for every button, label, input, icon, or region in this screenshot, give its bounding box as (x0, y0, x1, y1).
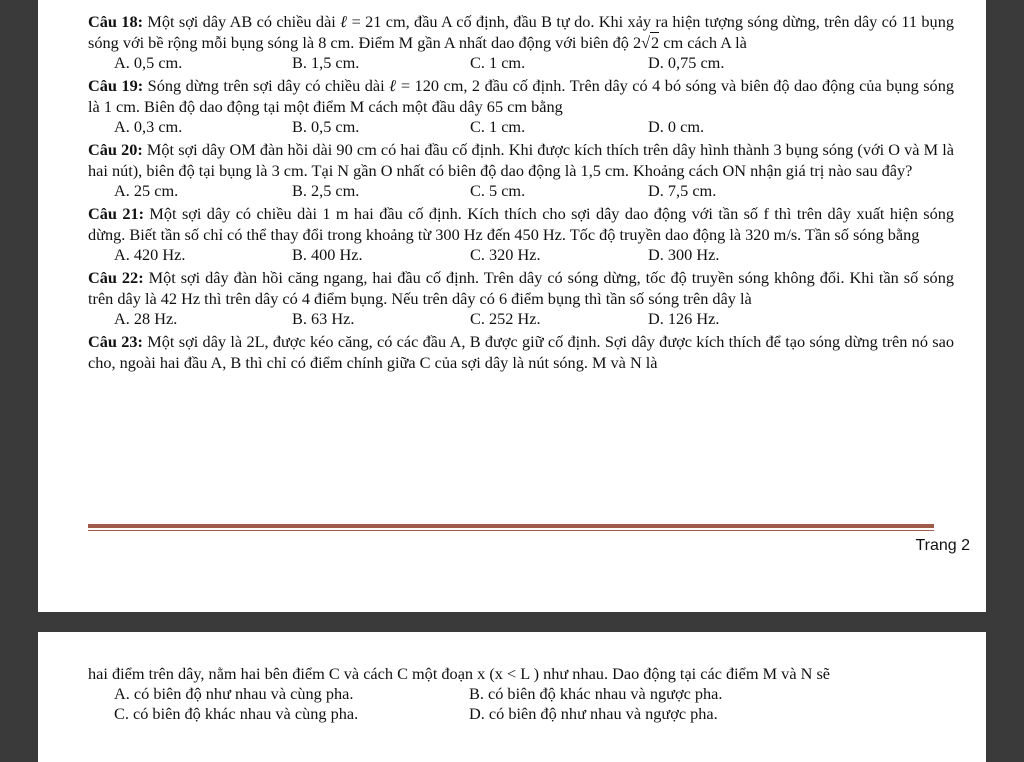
q18-amp-root: 2 (651, 33, 660, 52)
q22-label: Câu 22: (88, 268, 144, 287)
q22-text: Một sợi dây đàn hồi căng ngang, hai đầu cố định. Trên dây có sóng dừng, tốc độ truyền sóng không đổi. Khi tần số sóng trên dây là 42 Hz thì trên dây có 4 điểm bụng. Nếu trên dây có 6 điểm bụng thì tần số sóng trên dây là (88, 268, 954, 308)
q20-option-d[interactable]: D. 7,5 cm. (648, 181, 717, 200)
q23-label: Câu 23: (88, 332, 143, 351)
q19-length-symbol: ℓ (389, 76, 397, 95)
q22-option-b[interactable]: B. 63 Hz. (292, 309, 355, 328)
q21-option-b[interactable]: B. 400 Hz. (292, 245, 363, 264)
q19-length-value: = 120 cm (396, 76, 464, 95)
q20-label: Câu 20: (88, 140, 143, 159)
q19-text-cont: , 2 đầu cố định. Trên dây có 4 bó sóng và biên độ dao động của bụng sóng là 1 cm. Biên độ dao động tại một điểm M cách một đầu dây 65 cm bằng (88, 76, 954, 116)
q23-option-b[interactable]: B. có biên độ khác nhau và ngược pha. (469, 684, 723, 703)
q23-options-row-1 (114, 684, 954, 704)
question-21 (88, 203, 954, 265)
q23-option-a[interactable]: A. có biên độ như nhau và cùng pha. (114, 684, 354, 703)
q20-option-b[interactable]: B. 2,5 cm. (292, 181, 360, 200)
q19-option-a[interactable]: A. 0,3 cm. (114, 117, 183, 136)
q21-option-d[interactable]: D. 300 Hz. (648, 245, 720, 264)
q18-label: Câu 18: (88, 12, 144, 31)
q18-length-symbol: ℓ (340, 12, 348, 31)
q23-text: Một sợi dây là 2L, được kéo căng, có các đầu A, B được giữ cố định. Sợi dây được kích thích để tạo sóng dừng trên nó sao cho, ngoài hai đầu A, B thì chỉ có điểm chính giữa C của sợi dây là nút sóng. M và N là (88, 332, 954, 372)
q22-option-a[interactable]: A. 28 Hz. (114, 309, 178, 328)
q19-label: Câu 19: (88, 76, 144, 95)
q18-text-cont: , đầu A cố định, đầu B tự do. Khi xảy ra hiện tượng sóng dừng, trên dây có 11 bụng sóng với bề rộng mỗi bụng sóng là 8 cm. Điểm M gần A nhất dao động với biên độ (88, 12, 954, 52)
q18-amp-coef: 2 (632, 33, 642, 52)
q18-option-d[interactable]: D. 0,75 cm. (648, 53, 725, 72)
q23-option-d[interactable]: D. có biên độ như nhau và ngược pha. (469, 704, 718, 723)
q21-option-a[interactable]: A. 420 Hz. (114, 245, 186, 264)
q21-options (114, 245, 954, 265)
q19-option-c[interactable]: C. 1 cm. (470, 117, 526, 136)
question-18: Câu 18: Một sợi dây AB có chiều dài ℓ = 21 cm, đầu A cố định, đầu B tự do. Khi xảy ra hiện tượng sóng dừng, trên dây có 11 bụng sóng với bề rộng mỗi bụng sóng là 8 cm. Điểm M gần A nhất dao động với biên độ 2√2 cm cách A là A. 0,5 cm. B. 1,5 cm. C. 1 cm. D. 0,75 cm. (88, 12, 954, 72)
q21-option-c[interactable]: C. 320 Hz. (470, 245, 541, 264)
page-2-content (88, 11, 954, 375)
question-20 (88, 139, 954, 201)
q23-continuation: hai điểm trên dây, nằm hai bên điểm C và cách C một đoạn x (x < L ) như nhau. Dao động tại các điểm M và N sẽ (88, 664, 831, 683)
page-number: Trang 2 (915, 537, 970, 554)
q22-options (114, 309, 954, 329)
footer-rule-thin (88, 530, 934, 531)
q19-text: Sóng dừng trên sợi dây có chiều dài (143, 76, 390, 95)
question-19 (88, 75, 954, 137)
q20-text: Một sợi dây OM đàn hồi dài 90 cm có hai đầu cố định. Khi được kích thích trên dây hình thành 3 bụng sóng (với O và M là hai nút), biên độ tại bụng là 3 cm. Tại N gần O nhất có biên độ dao động là 1,5 cm. Khoảng cách ON nhận giá trị nào sau đây? (88, 140, 954, 180)
q20-options (114, 181, 954, 201)
q18-option-b[interactable]: B. 1,5 cm. (292, 53, 360, 72)
q20-option-a[interactable]: A. 25 cm. (114, 181, 179, 200)
q19-option-d[interactable]: D. 0 cm. (648, 117, 705, 136)
q18-option-a[interactable]: A. 0,5 cm. (114, 53, 183, 72)
q22-option-d[interactable]: D. 126 Hz. (648, 309, 720, 328)
footer-rule (88, 524, 934, 528)
q18-length-value: = 21 cm (347, 12, 406, 31)
q21-text: Một sợi dây có chiều dài 1 m hai đầu cố định. Kích thích cho sợi dây dao động với tần số f thì trên dây xuất hiện sóng dừng. Biết tần số chỉ có thể thay đổi trong khoảng từ 300 Hz đến 450 Hz. Tốc độ truyền dao động là 320 m/s. Tần số sóng bằng (88, 204, 954, 244)
q19-options (114, 117, 954, 137)
q18-option-c[interactable]: C. 1 cm. (470, 53, 526, 72)
q18-options (114, 53, 954, 73)
q18-text: Một sợi dây AB có chiều dài (143, 12, 341, 31)
q20-option-c[interactable]: C. 5 cm. (470, 181, 526, 200)
page-3-content (88, 663, 954, 724)
q22-option-c[interactable]: C. 252 Hz. (470, 309, 541, 328)
q18-text-end: cm cách A là (659, 33, 747, 52)
question-22 (88, 267, 954, 329)
question-23 (88, 331, 954, 373)
q19-option-b[interactable]: B. 0,5 cm. (292, 117, 360, 136)
q23-options-row-2 (114, 704, 954, 724)
q21-label: Câu 21: (88, 204, 145, 223)
q23-option-c[interactable]: C. có biên độ khác nhau và cùng pha. (114, 704, 359, 723)
